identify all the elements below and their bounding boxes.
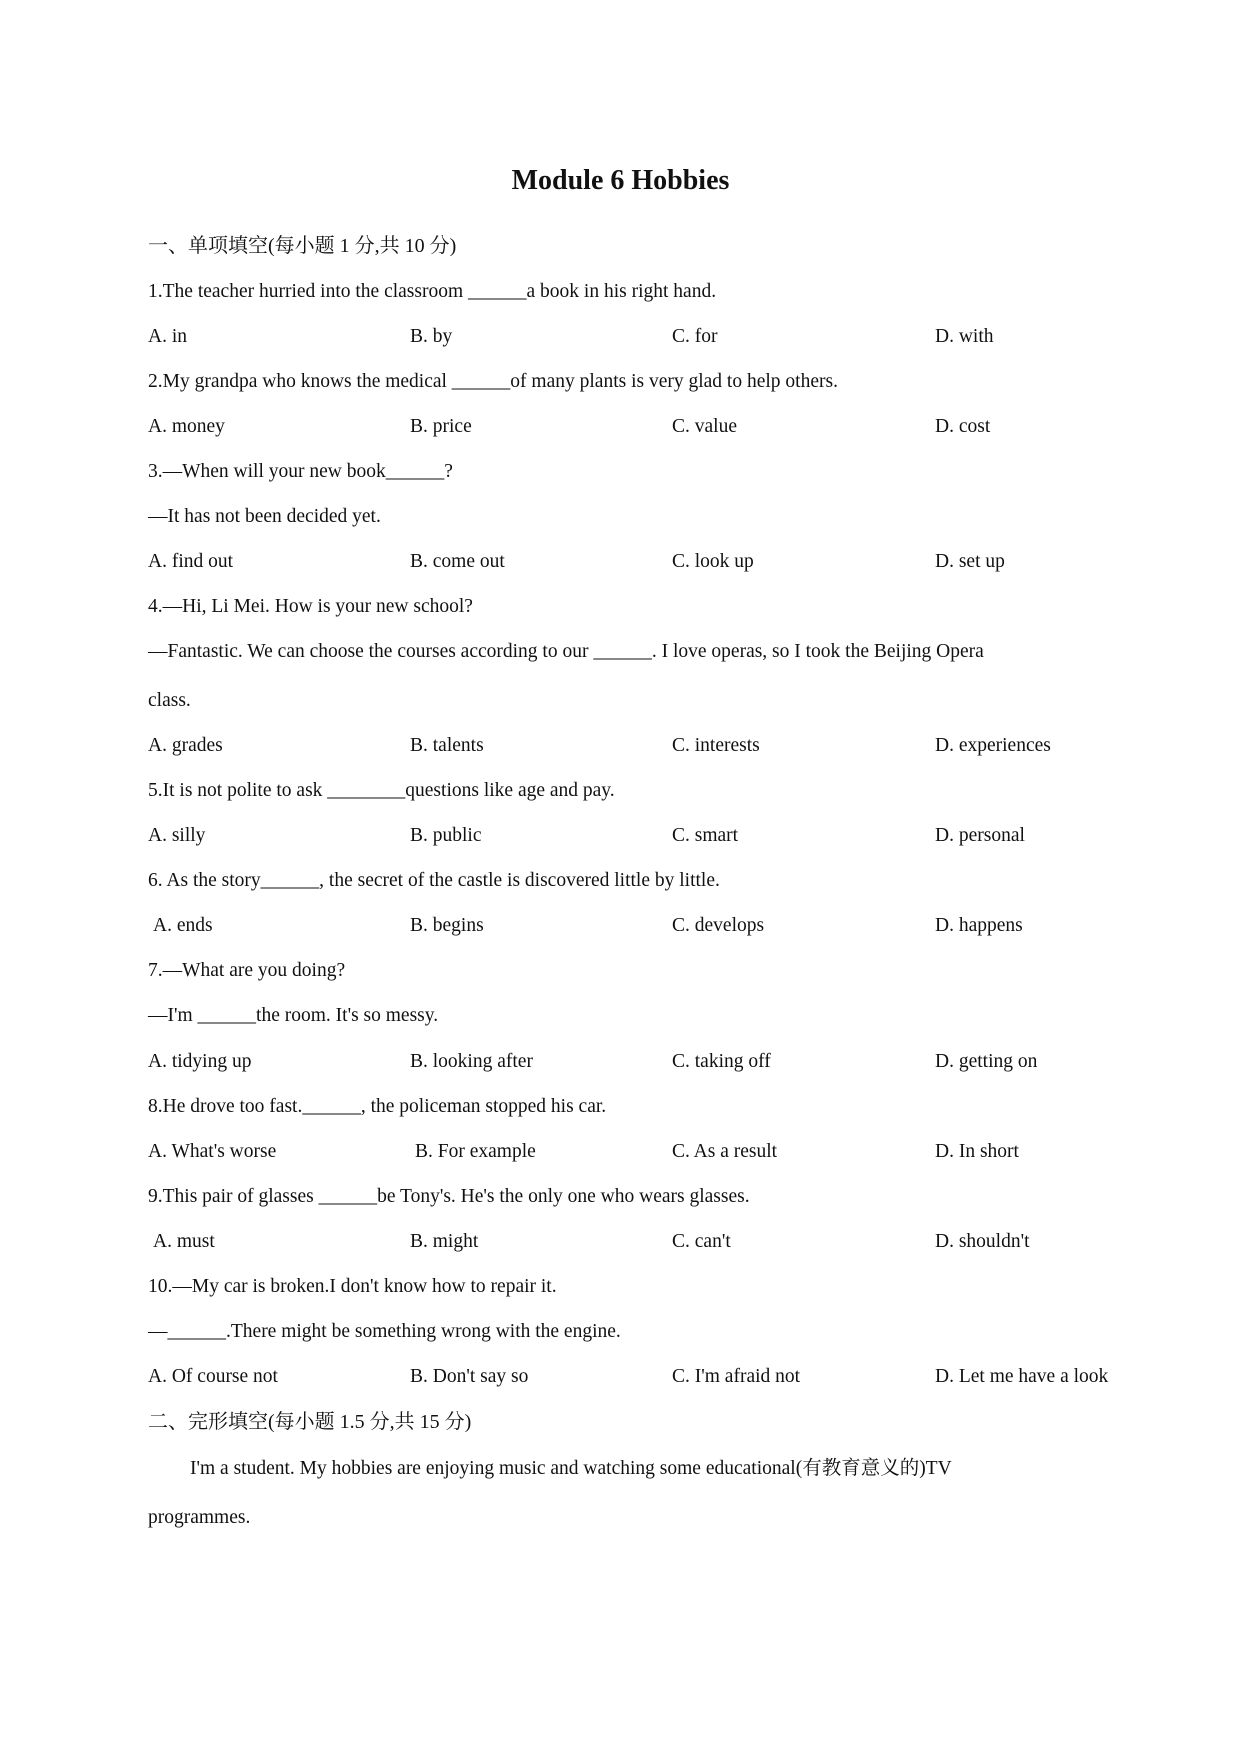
q7-option-a: A. tidying up xyxy=(148,1051,252,1072)
question-9: 9.This pair of glasses ______be Tony's. He's the only one who wears glasses. xyxy=(148,1186,750,1207)
q3-option-a: A. find out xyxy=(148,551,234,572)
q1-option-d: D. with xyxy=(935,326,994,347)
question-6: 6. As the story______, the secret of the castle is discovered little by little. xyxy=(148,870,720,891)
question-10: 10.—My car is broken.I don't know how to repair it. xyxy=(148,1276,557,1297)
page-title: Module 6 Hobbies xyxy=(511,165,730,196)
q7-option-b: B. looking after xyxy=(410,1051,533,1072)
passage-line-1: I'm a student. My hobbies are enjoying music and watching some educational(有教育意义的)TV xyxy=(190,1458,952,1479)
q10-option-d: D. Let me have a look xyxy=(935,1366,1109,1387)
q5-option-d: D. personal xyxy=(935,825,1025,846)
question-8: 8.He drove too fast.______, the policeman stopped his car. xyxy=(148,1096,607,1117)
q2-option-d: D. cost xyxy=(935,416,991,437)
q6-option-d: D. happens xyxy=(935,915,1023,936)
question-2: 2.My grandpa who knows the medical ______of many plants is very glad to help others. xyxy=(148,371,838,392)
q1-option-c: C. for xyxy=(672,326,718,347)
q9-option-b: B. might xyxy=(410,1231,479,1252)
question-4: 4.—Hi, Li Mei. How is your new school? xyxy=(148,596,473,617)
question-5: 5.It is not polite to ask ________questions like age and pay. xyxy=(148,780,615,801)
q6-option-c: C. develops xyxy=(672,915,765,936)
question-1: 1.The teacher hurried into the classroom ______a book in his right hand. xyxy=(148,281,717,302)
q2-option-a: A. money xyxy=(148,416,225,437)
q7-option-c: C. taking off xyxy=(672,1051,771,1072)
q1-option-a: A. in xyxy=(148,326,187,347)
question-4-reply: —Fantastic. We can choose the courses according to our ______. I love operas, so I took the Beijing Opera xyxy=(148,641,984,662)
q8-option-d: D. In short xyxy=(935,1141,1019,1162)
q9-option-d: D. shouldn't xyxy=(935,1231,1030,1252)
question-3-reply: —It has not been decided yet. xyxy=(148,506,381,527)
passage-line-2: programmes. xyxy=(148,1507,251,1528)
q8-option-b: B. For example xyxy=(415,1141,536,1162)
q1-option-b: B. by xyxy=(410,326,453,347)
q6-option-b: B. begins xyxy=(410,915,484,936)
q4-option-c: C. interests xyxy=(672,735,760,756)
q2-option-b: B. price xyxy=(410,416,472,437)
q10-option-a: A. Of course not xyxy=(148,1366,278,1387)
q3-option-d: D. set up xyxy=(935,551,1005,572)
q3-option-b: B. come out xyxy=(410,551,505,572)
question-7: 7.—What are you doing? xyxy=(148,960,346,981)
q10-option-c: C. I'm afraid not xyxy=(672,1366,801,1387)
question-7-reply: —I'm ______the room. It's so messy. xyxy=(148,1005,439,1026)
q6-option-a: A. ends xyxy=(153,915,213,936)
question-4-reply-continued: class. xyxy=(148,690,191,711)
section-heading-single-choice: 一、单项填空(每小题 1 分,共 10 分) xyxy=(148,235,457,257)
question-3: 3.—When will your new book______? xyxy=(148,461,453,482)
q4-option-d: D. experiences xyxy=(935,735,1051,756)
q10-option-b: B. Don't say so xyxy=(410,1366,529,1387)
question-10-reply: —______.There might be something wrong with the engine. xyxy=(148,1321,621,1342)
q4-option-a: A. grades xyxy=(148,735,223,756)
q8-option-c: C. As a result xyxy=(672,1141,778,1162)
q2-option-c: C. value xyxy=(672,416,737,437)
q5-option-a: A. silly xyxy=(148,825,206,846)
q8-option-a: A. What's worse xyxy=(148,1141,277,1162)
q5-option-c: C. smart xyxy=(672,825,739,846)
q9-option-a: A. must xyxy=(153,1231,215,1252)
q3-option-c: C. look up xyxy=(672,551,754,572)
q9-option-c: C. can't xyxy=(672,1231,731,1252)
q5-option-b: B. public xyxy=(410,825,482,846)
q7-option-d: D. getting on xyxy=(935,1051,1038,1072)
q4-option-b: B. talents xyxy=(410,735,484,756)
section-heading-cloze: 二、完形填空(每小题 1.5 分,共 15 分) xyxy=(148,1411,472,1433)
